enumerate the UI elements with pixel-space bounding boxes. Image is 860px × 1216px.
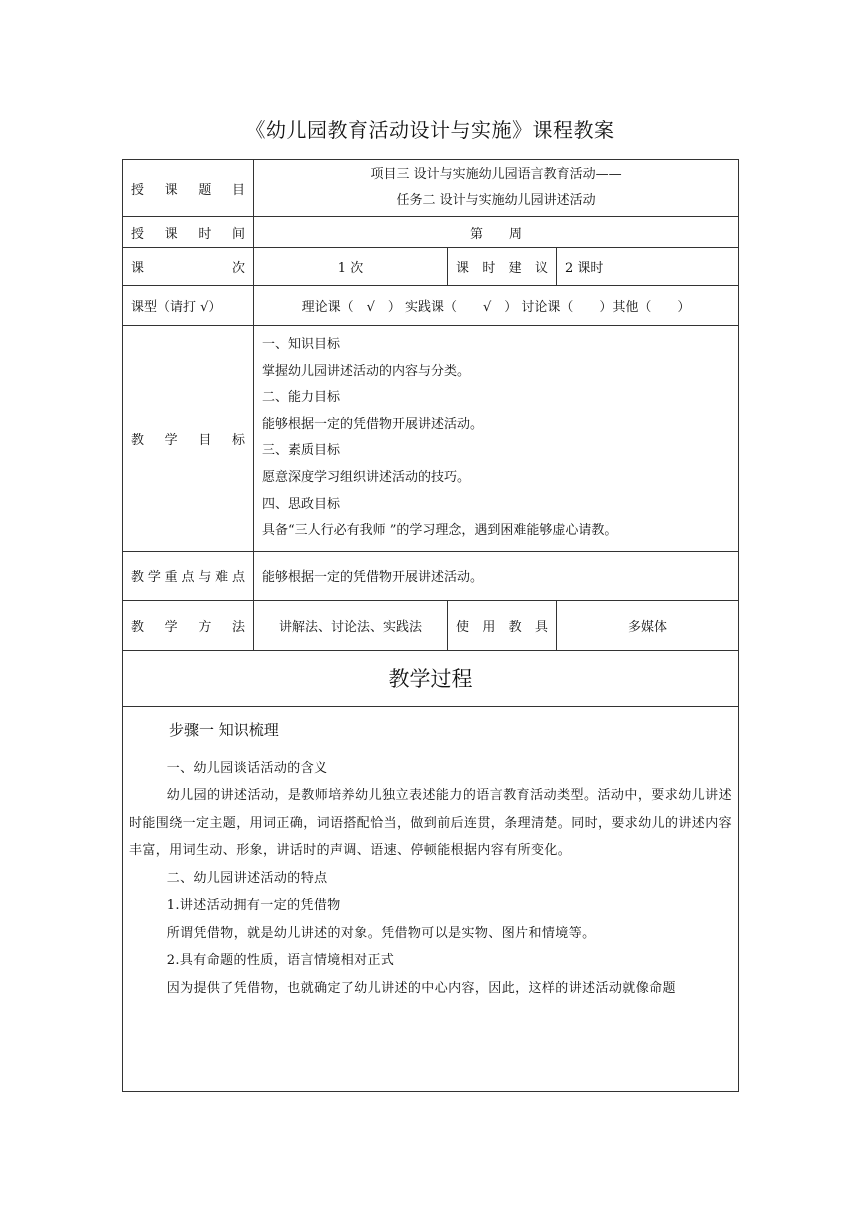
- objective-line: 具备“三人行必有我师 ”的学习理念，遇到困难能够虚心请教。: [262, 523, 618, 539]
- process-header-row: [123, 650, 739, 706]
- topic-value: [254, 160, 739, 217]
- tools-value: 多媒体: [557, 600, 739, 650]
- objective-line: 四、思政目标: [262, 496, 341, 512]
- method-row: [123, 600, 739, 650]
- lesson-plan-table: [122, 159, 739, 1092]
- focus-value: 能够根据一定的凭借物开展讲述活动。: [254, 551, 739, 600]
- session-label: 课次: [123, 248, 254, 286]
- paragraph: 幼儿园的讲述活动，是教师培养幼儿独立表述能力的语言教育活动类型。活动中，要求幼儿讲述时能围绕一定主题，用词正确，词语搭配恰当，做到前后连贯，条理清楚。同时，要求幼儿的讲述内容丰富，用词生动、形象，讲话时的声调、语速、停顿能根据内容有所变化。: [129, 788, 733, 859]
- time-row: [123, 217, 739, 248]
- paragraph: 因为提供了凭借物，也就确定了幼儿讲述的中心内容，因此，这样的讲述活动就像命题: [166, 980, 676, 996]
- objective-line: 能够根据一定的凭借物开展讲述活动。: [262, 416, 484, 432]
- objectives-list: [254, 326, 739, 552]
- hours-value: 2 课时: [557, 248, 739, 286]
- session-value: 1 次: [254, 248, 448, 286]
- objective-line: 二、能力目标: [262, 390, 341, 406]
- type-value: 理论课（ √ ） 实践课（ √ ） 讨论课（ ）其他（ ）: [254, 286, 739, 326]
- time-label: 授课时间: [123, 217, 254, 248]
- section-title: 教学过程: [123, 650, 739, 706]
- paragraph-heading: 二、幼儿园讲述活动的特点: [166, 870, 328, 886]
- time-value: 第 周: [254, 217, 739, 248]
- objective-line: 愿意深度学习组织讲述活动的技巧。: [262, 469, 471, 485]
- paragraph-heading: 一、幼儿园谈话活动的含义: [166, 760, 328, 776]
- session-row: [123, 248, 739, 286]
- paragraph-subheading: 1.讲述活动拥有一定的凭借物: [166, 898, 341, 914]
- process-row: [123, 706, 739, 1091]
- objective-line: 一、知识目标: [262, 337, 341, 352]
- type-label: 课型（请打 √）: [123, 286, 254, 326]
- paragraph-subheading: 2.具有命题的性质，语言情境相对正式: [166, 953, 395, 969]
- step-title: 步骤一 知识梳理: [169, 720, 279, 739]
- process-content: [123, 706, 739, 1091]
- topic-label: 授课题目: [123, 160, 254, 217]
- method-value: 讲解法、讨论法、实践法: [254, 600, 448, 650]
- hours-label: 课时建议: [448, 248, 557, 286]
- method-label: 教学方法: [123, 600, 254, 650]
- objective-line: 三、素质目标: [262, 443, 341, 459]
- focus-label: 教学重点与难点: [123, 551, 254, 600]
- objectives-row: [123, 326, 739, 552]
- objective-line: 掌握幼儿园讲述活动的内容与分类。: [262, 363, 471, 379]
- topic-line-2: 任务二 设计与实施幼儿园讲述活动: [396, 193, 596, 208]
- objectives-label: 教学目标: [123, 326, 254, 552]
- topic-row: [123, 160, 739, 217]
- topic-line-1: 项目三 设计与实施幼儿园语言教育活动——: [370, 167, 622, 182]
- tools-label: 使用教具: [448, 600, 557, 650]
- focus-row: [123, 551, 739, 600]
- document-title: 《幼儿园教育活动设计与实施》课程教案: [245, 118, 615, 142]
- type-row: [123, 286, 739, 326]
- paragraph: 所谓凭借物，就是幼儿讲述的对象。凭借物可以是实物、图片和情境等。: [166, 925, 596, 941]
